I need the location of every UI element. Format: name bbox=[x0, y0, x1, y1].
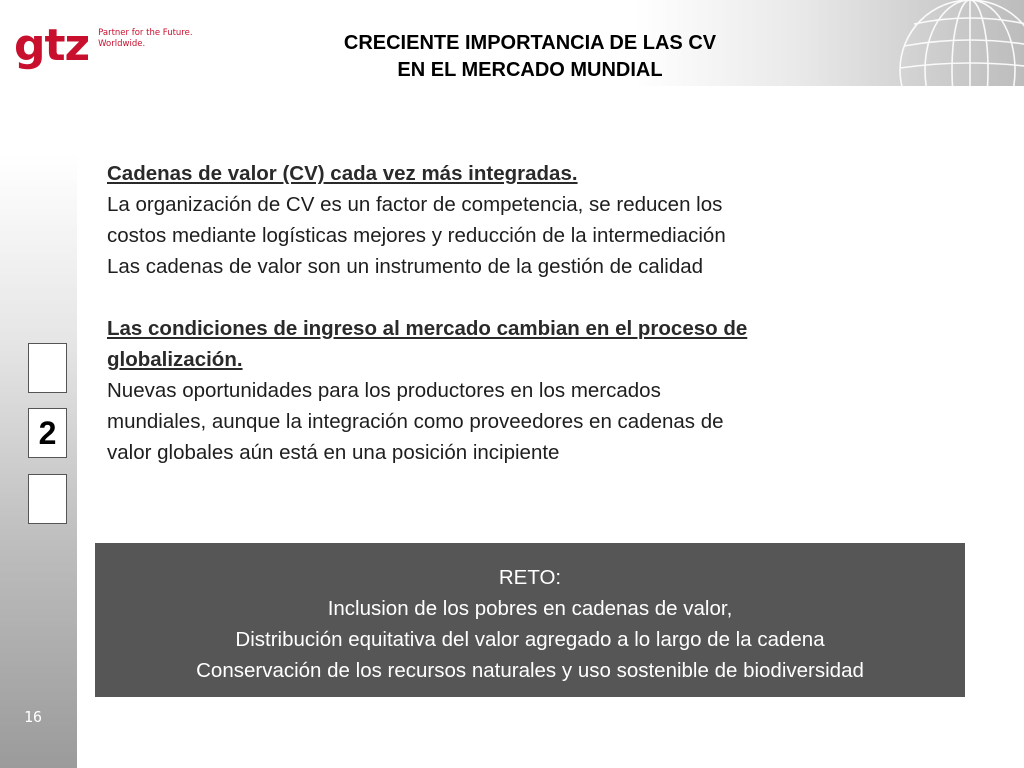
page-number: 16 bbox=[24, 708, 43, 726]
globe-icon bbox=[888, 0, 1024, 86]
reto-line-3: Conservación de los recursos naturales y uso sostenible de biodiversidad bbox=[196, 659, 864, 682]
logo-tagline-line-2: Worldwide. bbox=[98, 39, 146, 49]
slide-content bbox=[107, 158, 937, 468]
section-2-line-1: Nuevas oportunidades para los productores en los mercados bbox=[107, 379, 661, 402]
slide-title-line-1: CRECIENTE IMPORTANCIA DE LAS CV bbox=[343, 32, 717, 54]
slide-title-line-2: EN EL MERCADO MUNDIAL bbox=[397, 59, 663, 81]
section-1-line-3: Las cadenas de valor son un instrumento de la gestión de calidad bbox=[107, 255, 704, 278]
section-box-1 bbox=[28, 343, 67, 393]
section-spacer bbox=[107, 282, 937, 313]
section-1-line-2: costos mediante logísticas mejores y reducción de la intermediación bbox=[107, 224, 726, 247]
reto-box bbox=[95, 543, 965, 697]
section-1-heading: Cadenas de valor (CV) cada vez más integradas. bbox=[107, 162, 578, 185]
logo-tagline-line-1: Partner for the Future. bbox=[98, 28, 193, 38]
logo-mark: gtz bbox=[14, 20, 90, 71]
slide-title bbox=[210, 30, 850, 84]
section-box-3 bbox=[28, 474, 67, 524]
section-box-2: 2 bbox=[28, 408, 67, 458]
logo-tagline bbox=[98, 28, 192, 50]
section-2-line-2: mundiales, aunque la integración como proveedores en cadenas de bbox=[107, 410, 724, 433]
section-1-line-1: La organización de CV es un factor de competencia, se reducen los bbox=[107, 193, 723, 216]
reto-line-1: Inclusion de los pobres en cadenas de valor, bbox=[327, 597, 733, 620]
sidebar bbox=[0, 154, 77, 768]
reto-title: RETO: bbox=[498, 566, 562, 589]
section-2-heading-line-1: Las condiciones de ingreso al mercado cambian en el proceso de bbox=[107, 317, 748, 340]
section-2-line-3: valor globales aún está en una posición incipiente bbox=[107, 441, 560, 464]
section-2-heading-line-2: globalización. bbox=[107, 348, 243, 371]
reto-line-2: Distribución equitativa del valor agregado a lo largo de la cadena bbox=[235, 628, 825, 651]
gtz-logo bbox=[14, 20, 193, 71]
